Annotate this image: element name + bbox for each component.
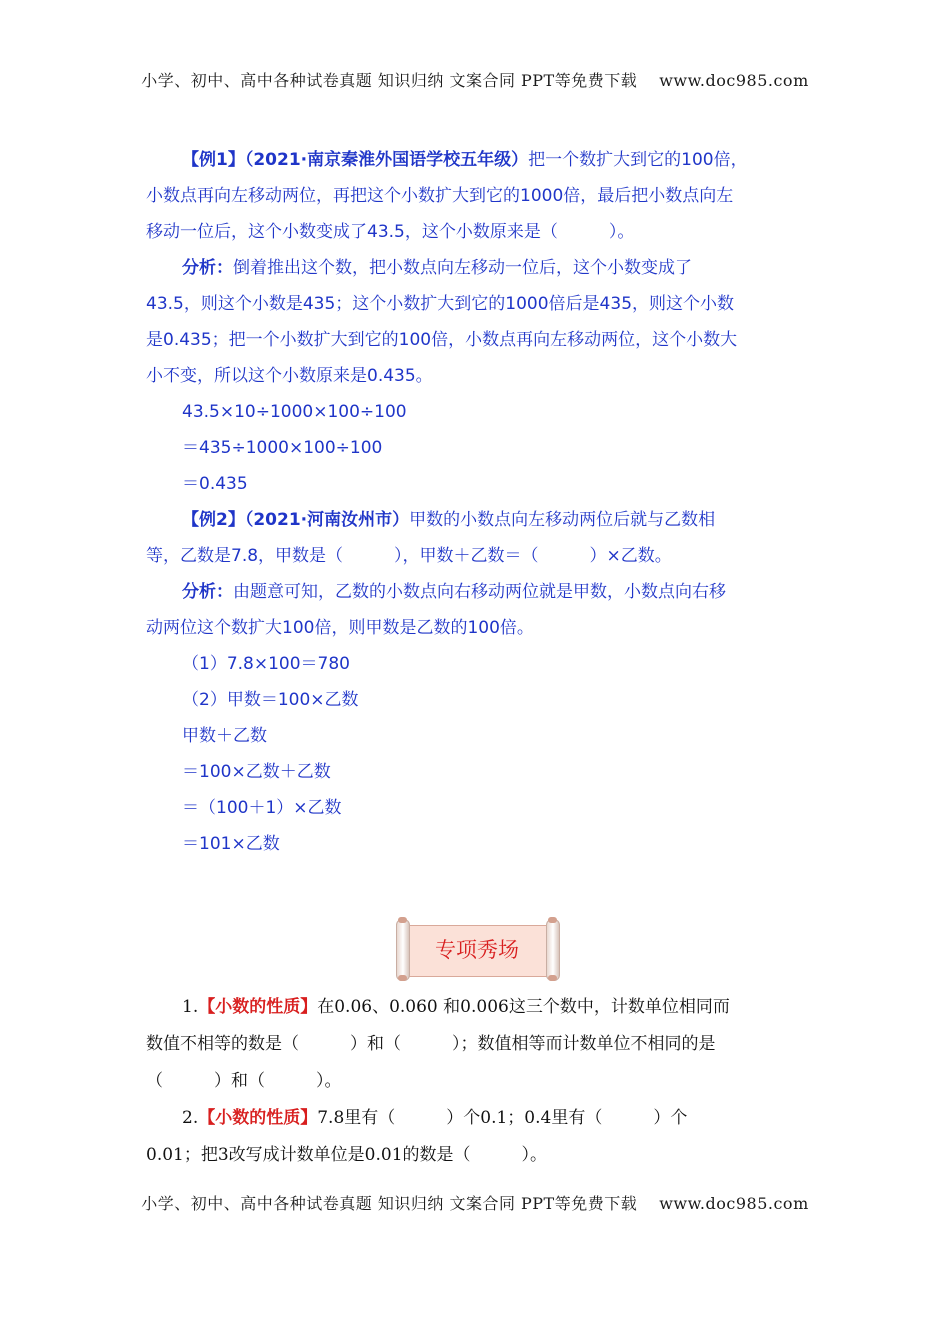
example2-analysis-text: 由题意可知，乙数的小数点向右移动两位就是甲数，小数点向右移	[233, 582, 726, 602]
example1-calc-line: 43.5×10÷1000×100÷100	[182, 402, 407, 422]
examples-section	[146, 142, 811, 862]
example1-analysis-text: 倒着推出这个数，把小数点向左移动一位后，这个小数变成了	[233, 258, 692, 278]
scroll-knob	[398, 917, 407, 923]
exercise2-line: 0.01；把3改写成计数单位是0.01的数是（ ）。	[146, 1145, 548, 1165]
example1-question-line: 小数点再向左移动两位，再把这个小数扩大到它的1000倍，最后把小数点向左	[146, 186, 734, 206]
exercise1-number: 1.	[182, 997, 199, 1017]
header-text: 小学、初中、高中各种试卷真题 知识归纳 文案合同 PPT等免费下载	[141, 71, 638, 90]
example2-calc-line: （2）甲数＝100×乙数	[182, 690, 359, 710]
example1-analysis-label: 分析：	[182, 258, 233, 278]
exercise2-text: 7.8里有（ ）个0.1；0.4里有（ ）个	[317, 1108, 688, 1128]
page-header	[0, 68, 950, 91]
example2-question-text: 甲数的小数点向左移动两位后就与乙数相	[409, 510, 716, 530]
example1-analysis-line: 是0.435；把一个小数扩大到它的100倍，小数点再向左移动两位，这个小数大	[146, 330, 738, 350]
example2-source: （2021·河南汝州市）	[244, 510, 410, 530]
example2-analysis-line	[146, 574, 811, 610]
scroll-knob	[398, 975, 407, 981]
scroll-roll-right	[546, 919, 560, 981]
example2-calc-line: （1）7.8×100＝780	[182, 654, 350, 674]
exercise1-line: 数值不相等的数是（ ）和（ ）；数值相等而计数单位不相同的是	[146, 1034, 716, 1054]
exercise2-number: 2.	[182, 1108, 199, 1128]
example1-question-line: 移动一位后，这个小数变成了43.5，这个小数原来是（ ）。	[146, 222, 635, 242]
banner-title: 专项秀场	[435, 938, 519, 962]
example1-analysis-line: 43.5，则这个小数是435；这个小数扩大到它的1000倍后是435，则这个小数	[146, 294, 735, 314]
example2-calc-line: ＝101×乙数	[182, 834, 280, 854]
example2-analysis-label: 分析：	[182, 582, 233, 602]
example2-tag: 【例2】	[182, 510, 245, 530]
example1-question-text: 把一个数扩大到它的100倍，	[528, 150, 748, 170]
example1-tag: 【例1】	[182, 150, 245, 170]
example1-analysis-line	[146, 250, 811, 286]
exercise1-tag: 【小数的性质】	[198, 997, 318, 1017]
example2-calc-line: 甲数＋乙数	[182, 726, 267, 746]
footer-site-link[interactable]: www.doc985.com	[659, 1194, 809, 1213]
scroll-knob	[548, 917, 557, 923]
example2-calc-line: ＝（100＋1）×乙数	[182, 798, 342, 818]
scroll-knob	[548, 975, 557, 981]
exercise1-line: （ ）和（ ）。	[146, 1071, 342, 1091]
example2-question-line: 等，乙数是7.8，甲数是（ ），甲数＋乙数＝（ ）×乙数。	[146, 546, 672, 566]
footer-text: 小学、初中、高中各种试卷真题 知识归纳 文案合同 PPT等免费下载	[141, 1194, 638, 1213]
example1-calc-line: ＝435÷1000×100÷100	[182, 438, 383, 458]
exercise1-text: 在0.06、0.060 和0.006这三个数中，计数单位相同而	[317, 997, 730, 1017]
exercise2-tag: 【小数的性质】	[198, 1108, 318, 1128]
example1-calc-line: ＝0.435	[182, 474, 248, 494]
example1-analysis-line: 小不变，所以这个小数原来是0.435。	[146, 366, 433, 386]
example1-question-line	[146, 142, 811, 178]
section-banner	[392, 917, 562, 979]
example2-question-line	[146, 502, 811, 538]
exercise2-line	[146, 1100, 811, 1137]
exercise1-line	[146, 989, 811, 1026]
example1-source: （2021·南京秦淮外国语学校五年级）	[244, 150, 529, 170]
page-footer	[0, 1191, 950, 1214]
example2-calc-line: ＝100×乙数＋乙数	[182, 762, 331, 782]
example2-analysis-line: 动两位这个数扩大100倍，则甲数是乙数的100倍。	[146, 618, 534, 638]
header-site-link[interactable]: www.doc985.com	[659, 71, 809, 90]
exercises-section	[146, 989, 811, 1174]
